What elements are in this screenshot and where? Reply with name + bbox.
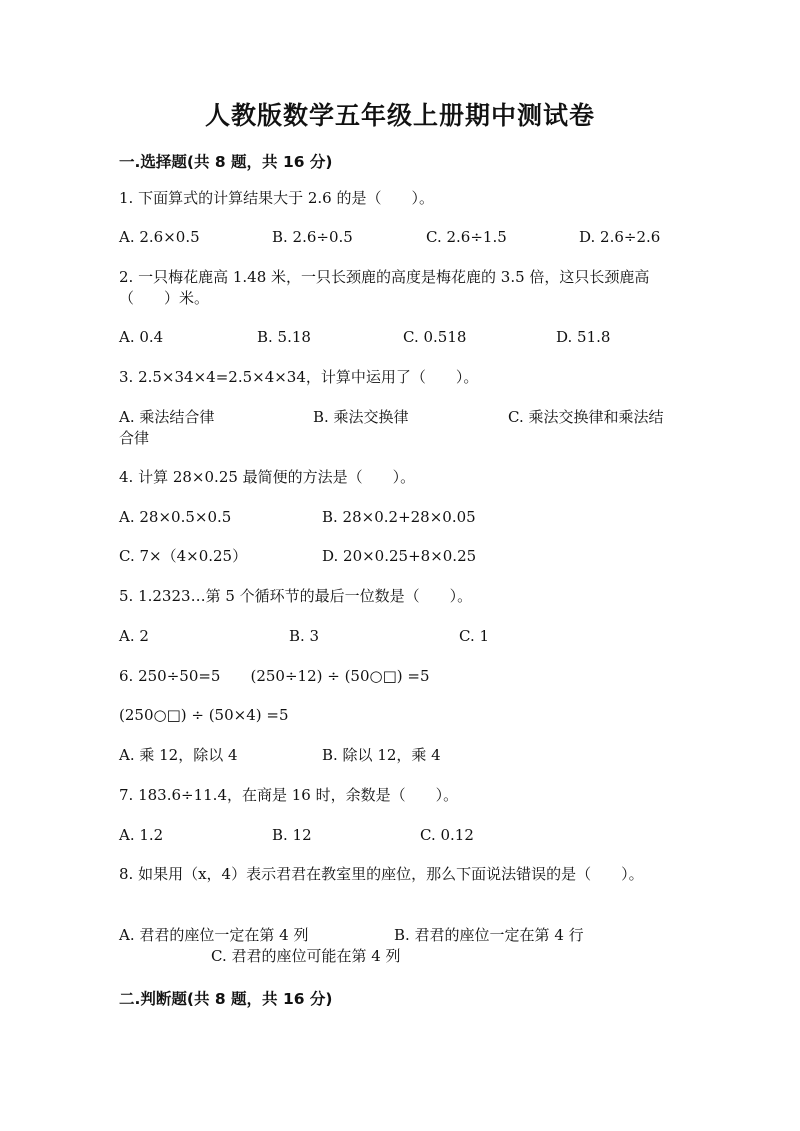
- question-2: 2. 一只梅花鹿高 1.48 米，一只长颈鹿的高度是梅花鹿的 3.5 倍，这只长颈鹿高（ ）米。: [119, 268, 650, 307]
- question-3: 3. 2.5×34×4=2.5×4×34，计算中运用了（ ）。: [119, 368, 479, 386]
- q1-option-b: B. 2.6÷0.5: [272, 228, 353, 246]
- q8-option-c: C. 君君的座位可能在第 4 列: [211, 947, 401, 965]
- q1-option-d: D. 2.6÷2.6: [579, 228, 661, 246]
- question-8: 8. 如果用（x，4）表示君君在教室里的座位，那么下面说法错误的是（ ）。: [119, 865, 644, 883]
- q6-option-b: B. 除以 12，乘 4: [322, 746, 441, 764]
- q5-option-a: A. 2: [119, 627, 149, 645]
- q4-option-a: A. 28×0.5×0.5: [119, 508, 232, 526]
- q2-option-b: B. 5.18: [257, 328, 311, 346]
- question-5: 5. 1.2323…第 5 个循环节的最后一位数是（ ）。: [119, 587, 473, 605]
- q3-option-a: A. 乘法结合律: [119, 408, 215, 426]
- q3-option-c-continued: 合律: [119, 429, 150, 447]
- q4-option-c: C. 7×（4×0.25）: [119, 547, 248, 565]
- q8-option-b: B. 君君的座位一定在第 4 行: [394, 926, 584, 944]
- question-4: 4. 计算 28×0.25 最简便的方法是（ ）。: [119, 468, 416, 486]
- section-heading-choice: 一.选择题(共 8 题，共 16 分): [119, 153, 333, 171]
- question-7: 7. 183.6÷11.4，在商是 16 时，余数是（ ）。: [119, 786, 459, 804]
- question-6-line-2: (250○□) ÷ (50×4) =5: [119, 706, 289, 724]
- q4-option-d: D. 20×0.25+8×0.25: [322, 547, 477, 565]
- q3-option-b: B. 乘法交换律: [313, 408, 409, 426]
- q6-option-a: A. 乘 12，除以 4: [119, 746, 238, 764]
- q2-option-a: A. 0.4: [119, 328, 164, 346]
- q7-option-c: C. 0.12: [420, 826, 474, 844]
- q8-option-a: A. 君君的座位一定在第 4 列: [119, 926, 309, 944]
- q2-option-d: D. 51.8: [556, 328, 611, 346]
- section-heading-judgement: 二.判断题(共 8 题，共 16 分): [119, 990, 333, 1008]
- q4-option-b: B. 28×0.2+28×0.05: [322, 508, 476, 526]
- q5-option-b: B. 3: [289, 627, 320, 645]
- question-1: 1. 下面算式的计算结果大于 2.6 的是（ ）。: [119, 189, 434, 207]
- q1-option-a: A. 2.6×0.5: [119, 228, 200, 246]
- question-6-line-1: 6. 250÷50=5 (250÷12) ÷ (50○□) =5: [119, 667, 430, 685]
- q7-option-b: B. 12: [272, 826, 312, 844]
- q5-option-c: C. 1: [459, 627, 490, 645]
- page-title: 人教版数学五年级上册期中测试卷: [204, 101, 595, 130]
- q1-option-c: C. 2.6÷1.5: [426, 228, 507, 246]
- q3-option-c: C. 乘法交换律和乘法结: [508, 408, 664, 426]
- q7-option-a: A. 1.2: [119, 826, 164, 844]
- q2-option-c: C. 0.518: [403, 328, 467, 346]
